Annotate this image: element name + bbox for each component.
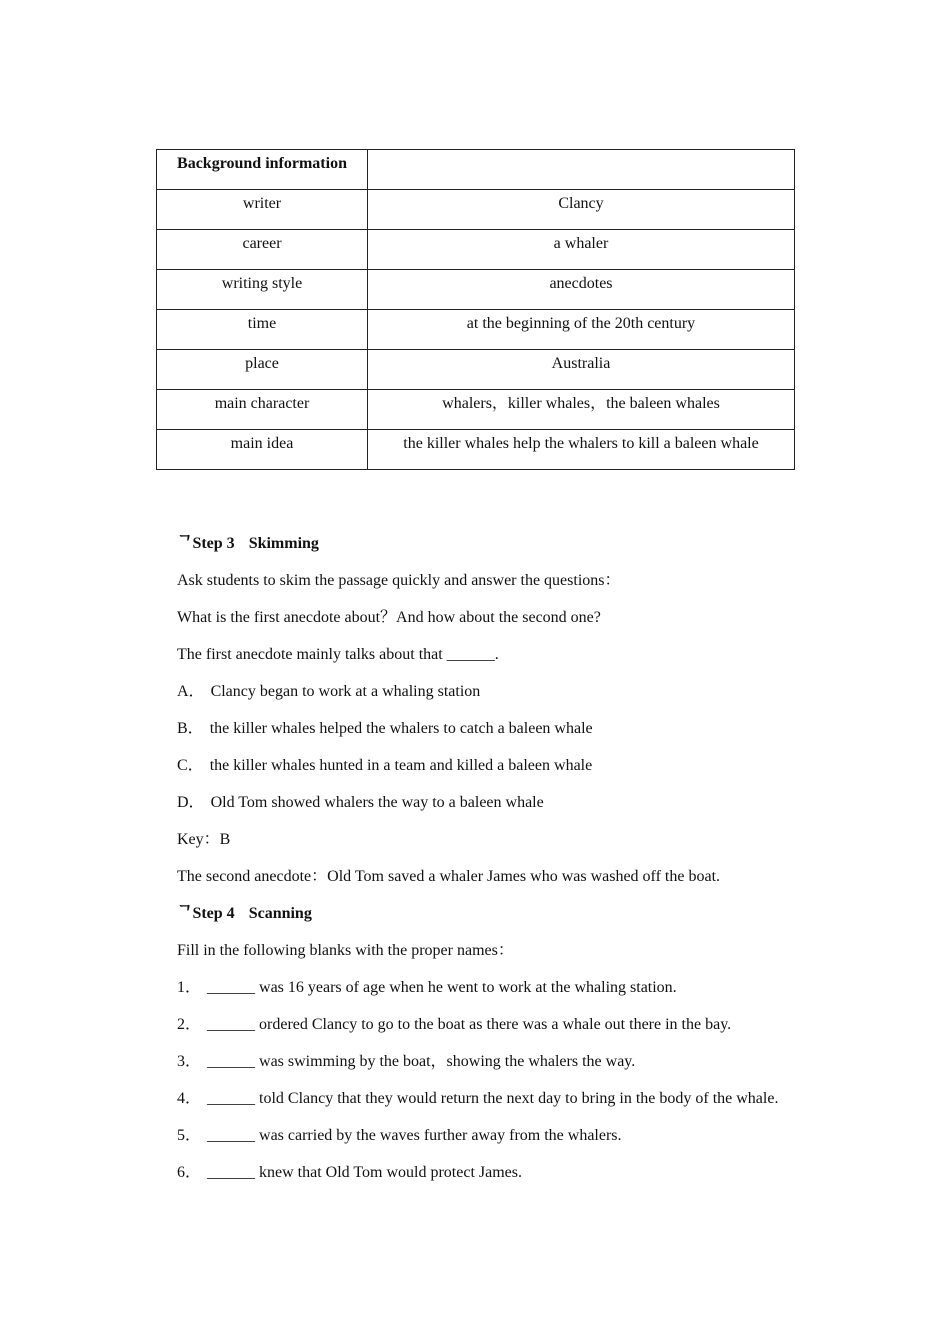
row-label: place bbox=[157, 350, 368, 390]
item-text: ______ knew that Old Tom would protect James. bbox=[207, 1164, 522, 1181]
second-anecdote: The second anecdote：Old Tom saved a whaler James who was washed off the boat. bbox=[177, 868, 721, 885]
blank-item-5 bbox=[177, 1124, 827, 1161]
table-header-empty-cell bbox=[368, 150, 795, 190]
option-a bbox=[177, 680, 827, 717]
step4-name: Scanning bbox=[248, 905, 312, 922]
lesson-steps bbox=[177, 532, 827, 1198]
option-letter: A． bbox=[177, 683, 205, 700]
item-text: ______ was swimming by the boat，showing the whalers the way. bbox=[207, 1053, 636, 1070]
step3-question: What is the first anecdote about？And how about the second one? bbox=[177, 609, 601, 626]
row-label: main character bbox=[157, 390, 368, 430]
row-value: whalers，killer whales，the baleen whales bbox=[368, 390, 795, 430]
option-text: the killer whales helped the whalers to catch a baleen whale bbox=[209, 720, 593, 737]
step3-name: Skimming bbox=[248, 535, 319, 552]
item-number: 5． bbox=[177, 1127, 202, 1144]
background-info-table bbox=[156, 149, 795, 470]
item-number: 1． bbox=[177, 979, 202, 996]
option-b bbox=[177, 717, 827, 754]
table-row bbox=[157, 350, 795, 390]
step4-title: ᄀStep 4 bbox=[177, 905, 235, 922]
option-d bbox=[177, 791, 827, 828]
step3-title: ᄀStep 3 bbox=[177, 535, 235, 552]
item-number: 6． bbox=[177, 1164, 202, 1181]
step4-heading bbox=[177, 902, 827, 939]
row-value: a whaler bbox=[368, 230, 795, 270]
row-label: career bbox=[157, 230, 368, 270]
item-number: 3． bbox=[177, 1053, 202, 1070]
step4-instruction: Fill in the following blanks with the proper names： bbox=[177, 942, 514, 959]
table-row bbox=[157, 270, 795, 310]
blank-item-3 bbox=[177, 1050, 827, 1087]
option-letter: B． bbox=[177, 720, 204, 737]
table-row bbox=[157, 430, 795, 470]
blank-item-1 bbox=[177, 976, 827, 1013]
table-row bbox=[157, 230, 795, 270]
item-number: 4． bbox=[177, 1090, 202, 1107]
table-row bbox=[157, 190, 795, 230]
row-label: writing style bbox=[157, 270, 368, 310]
row-label: writer bbox=[157, 190, 368, 230]
row-label: main idea bbox=[157, 430, 368, 470]
option-c bbox=[177, 754, 827, 791]
step3-instruction: Ask students to skim the passage quickly and answer the questions： bbox=[177, 572, 621, 589]
item-text: ______ was 16 years of age when he went to work at the whaling station. bbox=[207, 979, 677, 996]
row-value: at the beginning of the 20th century bbox=[368, 310, 795, 350]
table-header-cell: Background information bbox=[157, 150, 368, 190]
row-label: time bbox=[157, 310, 368, 350]
step3-heading bbox=[177, 532, 827, 569]
step3-stem: The first anecdote mainly talks about that ______. bbox=[177, 646, 499, 663]
blank-item-6 bbox=[177, 1161, 827, 1198]
table-header-row bbox=[157, 150, 795, 190]
table-row bbox=[157, 310, 795, 350]
blank-item-2 bbox=[177, 1013, 827, 1050]
table-row bbox=[157, 390, 795, 430]
item-text: ______ ordered Clancy to go to the boat as there was a whale out there in the bay. bbox=[207, 1016, 732, 1033]
row-value: Australia bbox=[368, 350, 795, 390]
item-number: 2． bbox=[177, 1016, 202, 1033]
option-text: Clancy began to work at a whaling station bbox=[210, 683, 481, 700]
row-value: Clancy bbox=[368, 190, 795, 230]
blank-item-4 bbox=[177, 1087, 827, 1124]
answer-key: Key：B bbox=[177, 831, 231, 848]
option-letter: C． bbox=[177, 757, 204, 774]
option-letter: D． bbox=[177, 794, 205, 811]
option-text: Old Tom showed whalers the way to a baleen whale bbox=[210, 794, 544, 811]
item-text: ______ was carried by the waves further away from the whalers. bbox=[207, 1127, 622, 1144]
row-value: anecdotes bbox=[368, 270, 795, 310]
item-text: ______ told Clancy that they would return the next day to bring in the body of the whale. bbox=[207, 1090, 779, 1107]
option-text: the killer whales hunted in a team and killed a baleen whale bbox=[209, 757, 593, 774]
row-value: the killer whales help the whalers to kill a baleen whale bbox=[368, 430, 795, 470]
